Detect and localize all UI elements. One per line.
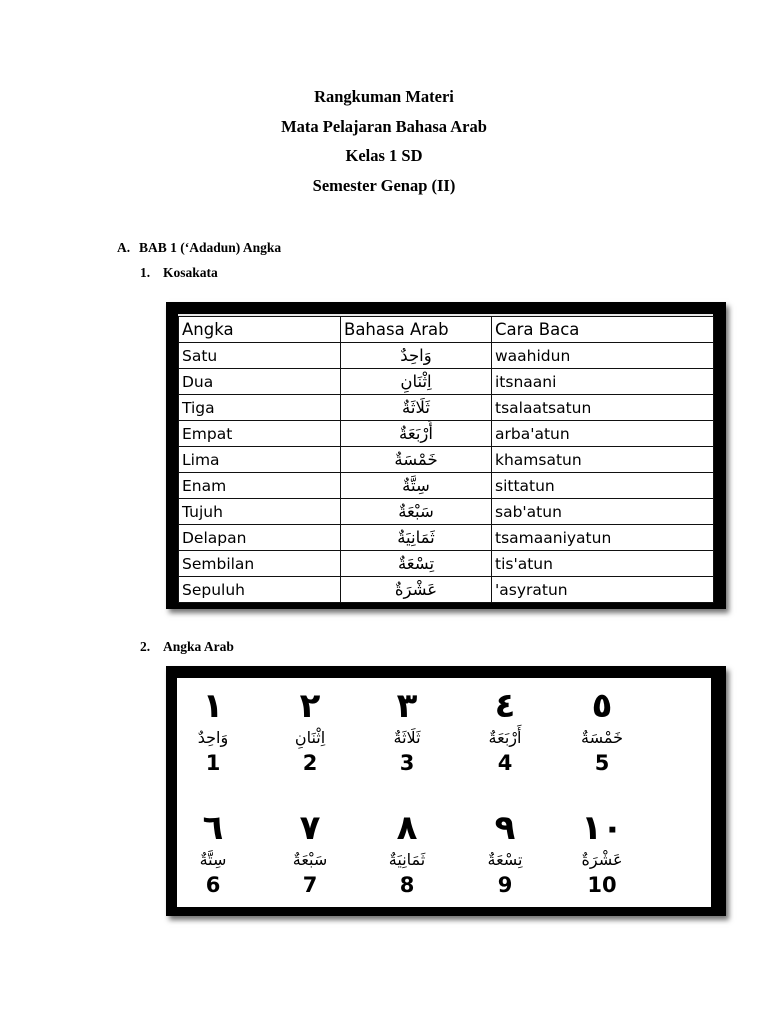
subsection-text: Kosakata: [163, 265, 218, 280]
arabic-numeral: ٢: [299, 686, 321, 726]
indonesian-word-cell: Lima: [179, 447, 341, 473]
table-row: [179, 343, 714, 369]
latin-numeral: 1: [205, 751, 221, 775]
table-row: [179, 421, 714, 447]
arabic-number-word: ثَمَانِيَةٌ: [388, 850, 426, 869]
number-card: [257, 686, 363, 776]
pronunciation-cell: sittatun: [492, 473, 714, 499]
title-line: Semester Genap (II): [312, 175, 456, 195]
arabic-word-cell: ثَلَاثَةٌ: [341, 395, 492, 421]
latin-numeral: 3: [399, 751, 415, 775]
latin-numeral: 8: [399, 873, 415, 897]
subsection-marker: 2.: [140, 639, 151, 654]
title-line: Rangkuman Materi: [314, 87, 454, 106]
title-line: Mata Pelajaran Bahasa Arab: [281, 116, 487, 136]
arabic-number-word: تِسْعَةٌ: [487, 850, 523, 869]
table-row: [179, 525, 714, 551]
latin-numeral: 7: [302, 873, 318, 897]
indonesian-word-cell: Dua: [179, 369, 341, 395]
arabic-word-cell: ثَمَانِيَةٌ: [341, 525, 492, 551]
indonesian-word-cell: Tujuh: [179, 499, 341, 525]
column-header: Bahasa Arab: [341, 317, 492, 343]
indonesian-word-cell: Delapan: [179, 525, 341, 551]
column-header: Cara Baca: [492, 317, 714, 343]
arabic-numeral: ٥: [591, 686, 613, 726]
arabic-number-word: سِتَّةٌ: [199, 850, 227, 869]
arabic-word-cell: خَمْسَةٌ: [341, 447, 492, 473]
vocabulary-table-container: [178, 314, 713, 602]
arabic-word-cell: وَاحِدٌ: [341, 343, 492, 369]
arabic-numbers-grid: [177, 678, 711, 907]
pronunciation-cell: tis'atun: [492, 551, 714, 577]
section-heading: [117, 240, 281, 256]
pronunciation-cell: khamsatun: [492, 447, 714, 473]
number-card: [549, 808, 655, 898]
pronunciation-cell: arba'atun: [492, 421, 714, 447]
table-row: [179, 369, 714, 395]
arabic-word-cell: سِتَّةٌ: [341, 473, 492, 499]
pronunciation-cell: tsamaaniyatun: [492, 525, 714, 551]
arabic-numeral: ٩: [494, 808, 516, 848]
pronunciation-cell: waahidun: [492, 343, 714, 369]
arabic-number-word: خَمْسَةٌ: [581, 728, 623, 747]
subsection-heading-angka-arab: [140, 639, 234, 655]
latin-numeral: 9: [497, 873, 513, 897]
section-text: BAB 1 (‘Adadun) Angka: [139, 240, 282, 255]
section-marker: A.: [117, 240, 131, 255]
arabic-word-cell: اِثْنَانِ: [341, 369, 492, 395]
vocabulary-image: [166, 302, 726, 609]
arabic-word-cell: سَبْعَةٌ: [341, 499, 492, 525]
pronunciation-cell: itsnaani: [492, 369, 714, 395]
table-row: [179, 577, 714, 603]
column-header: Angka: [179, 317, 341, 343]
arabic-numeral: ٤: [494, 686, 516, 726]
table-row: [179, 395, 714, 421]
number-card: [354, 808, 460, 898]
arabic-numeral: ٧: [299, 808, 321, 848]
arabic-numeral: ٨: [396, 808, 418, 848]
number-card: [452, 686, 558, 776]
subsection-marker: 1.: [140, 265, 151, 280]
subsection-heading-kosakata: [140, 265, 218, 281]
indonesian-word-cell: Empat: [179, 421, 341, 447]
arabic-word-cell: تِسْعَةٌ: [341, 551, 492, 577]
arabic-number-word: ثَلَاثَةٌ: [393, 728, 421, 747]
number-card: [160, 808, 266, 898]
arabic-numbers-image: [166, 666, 726, 916]
arabic-numeral: ١: [202, 686, 224, 726]
arabic-number-word: وَاحِدٌ: [197, 728, 229, 747]
table-row: [179, 551, 714, 577]
table-header-row: [179, 317, 714, 343]
table-row: [179, 499, 714, 525]
arabic-numeral: ٦: [202, 808, 224, 848]
subsection-text: Angka Arab: [163, 639, 234, 654]
table-row: [179, 447, 714, 473]
table-body: [179, 343, 714, 603]
latin-numeral: 10: [587, 873, 617, 897]
latin-numeral: 4: [497, 751, 513, 775]
pronunciation-cell: sab'atun: [492, 499, 714, 525]
number-card: [549, 686, 655, 776]
vocabulary-table: [178, 316, 714, 603]
arabic-number-word: اِثْنَانِ: [294, 728, 326, 747]
pronunciation-cell: 'asyratun: [492, 577, 714, 603]
indonesian-word-cell: Enam: [179, 473, 341, 499]
indonesian-word-cell: Satu: [179, 343, 341, 369]
number-card: [160, 686, 266, 776]
indonesian-word-cell: Sepuluh: [179, 577, 341, 603]
arabic-number-word: عَشْرَةٌ: [581, 850, 623, 869]
document-title: [0, 86, 768, 204]
arabic-number-word: أَرْبَعَةٌ: [488, 728, 522, 747]
number-card: [354, 686, 460, 776]
latin-numeral: 2: [302, 751, 318, 775]
arabic-word-cell: أَرْبَعَةٌ: [341, 421, 492, 447]
arabic-word-cell: عَشْرَةٌ: [341, 577, 492, 603]
indonesian-word-cell: Sembilan: [179, 551, 341, 577]
pronunciation-cell: tsalaatsatun: [492, 395, 714, 421]
latin-numeral: 5: [594, 751, 610, 775]
arabic-number-word: سَبْعَةٌ: [292, 850, 328, 869]
table-row: [179, 473, 714, 499]
latin-numeral: 6: [205, 873, 221, 897]
number-card: [257, 808, 363, 898]
arabic-numeral: ١٠: [581, 808, 623, 848]
title-line: Kelas 1 SD: [345, 146, 423, 165]
number-card: [452, 808, 558, 898]
indonesian-word-cell: Tiga: [179, 395, 341, 421]
arabic-numeral: ٣: [396, 686, 418, 726]
